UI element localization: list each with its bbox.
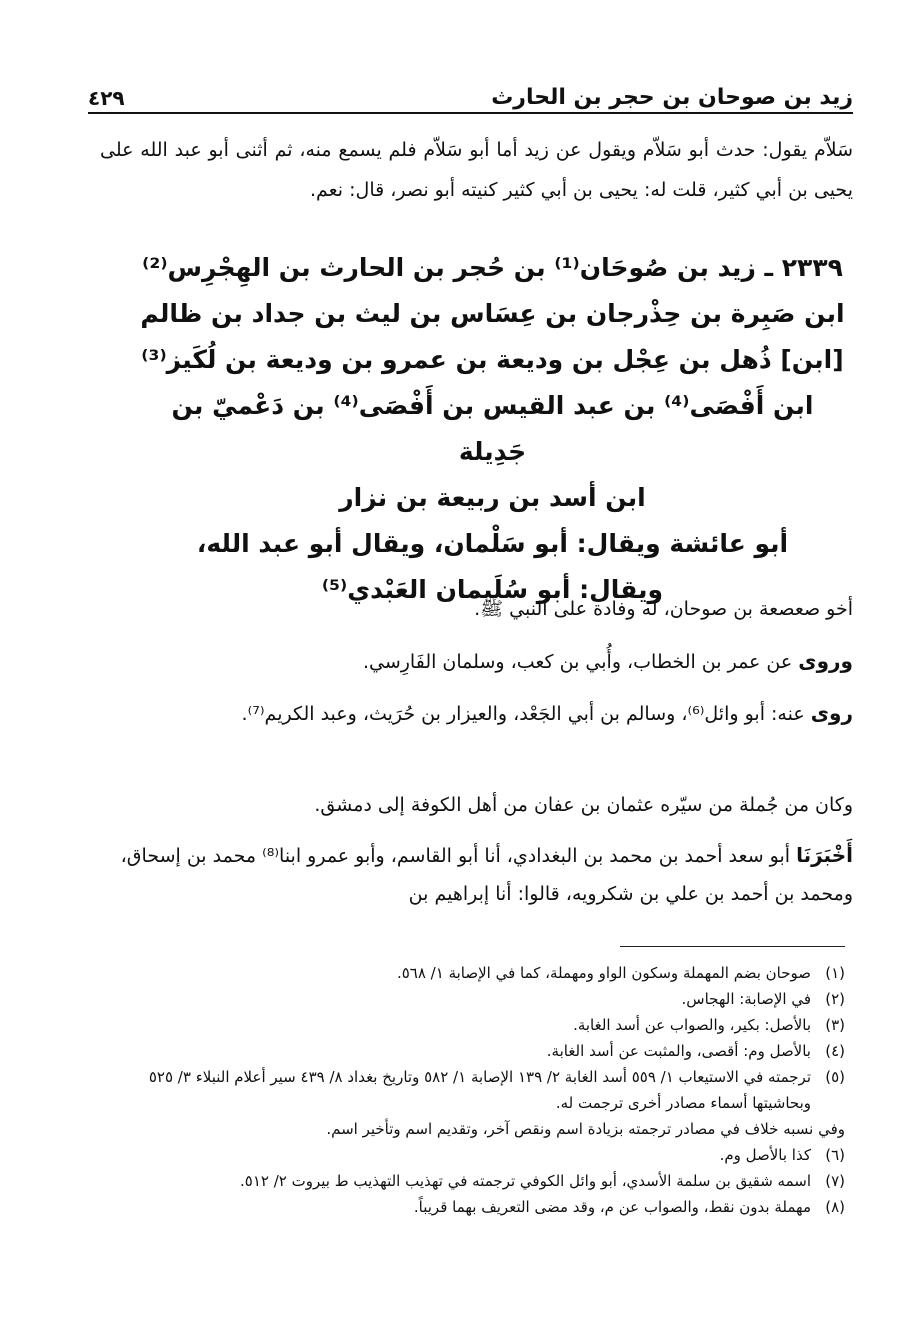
paragraph-isnad (92, 836, 853, 913)
footnote-text: في الإصابة: الهجاس. (681, 990, 811, 1008)
footnote-mark: (٢) (825, 990, 845, 1008)
footnote-item (100, 1142, 845, 1168)
entry-heading-line: ابن صَبِرة بن حِذْرجان بن عِسَاس بن ليث بن جداد بن ظالم (140, 299, 845, 328)
footnote-mark: (٥) (825, 1068, 845, 1086)
footnote-mark: (٨) (825, 1198, 845, 1216)
footnote-text: صوحان بضم المهملة وسكون الواو ومهملة، كما في الإصابة ١/ ٥٦٨. (396, 964, 811, 982)
footnote-mark: (٦) (825, 1146, 845, 1164)
paragraph-lead-word: أَخْبَرَنَا (796, 843, 853, 867)
paragraph-body: عن عمر بن الخطاب، وأُبي بن كعب، وسلمان الفَارِسي. (362, 651, 799, 673)
paragraph-narrated-from (92, 642, 853, 681)
footnote-item (100, 986, 845, 1012)
footnote-text: مهملة بدون نقط، والصواب عن م، وقد مضى التعريف بهما قريباً. (413, 1198, 811, 1216)
footnote-continuation: وفي نسبه خلاف في مصادر ترجمته بزيادة اسم ونقص آخر، وتقديم اسم وتأخير اسم. (326, 1120, 845, 1138)
running-title: زيد بن صوحان بن حجر بن الحارث (491, 85, 853, 110)
footnote-divider (620, 946, 845, 947)
entry-heading-line: ابن أسد بن ربيعة بن نزار (339, 483, 646, 512)
footnote-text: اسمه شقيق بن سلمة الأسدي، أبو وائل الكوفي ترجمته في تهذيب التهذيب ط بيروت ٢/ ٥١٢. (240, 1172, 811, 1190)
paragraph-body: عنه: أبو وائل⁽⁶⁾، وسالم بن أبي الجَعْد، والعيزار بن حُرَيث، وعبد الكريم⁽⁷⁾. (241, 703, 811, 725)
paragraph-exile: وكان من جُملة من سيّره عثمان بن عفان من أهل الكوفة إلى دمشق. (314, 794, 853, 816)
footnote-text: بالأصل: بكير، والصواب عن أسد الغابة. (573, 1016, 811, 1034)
entry-heading-line: ويقال: أبو سُلَيمان العَبْدي⁽⁵⁾ (321, 575, 664, 604)
running-header (88, 72, 853, 114)
footnote-item (100, 1168, 845, 1194)
footnote-item (100, 1038, 845, 1064)
entry-heading (140, 245, 845, 613)
intro-paragraph: سَلاّم يقول: حدث أبو سَلاّم ويقول عن زيد أما أبو سَلاّم فلم يسمع منه، ثم أثنى أبو عبد الله على يحيى بن أبي كثير، قلت له: يحيى بن أبي كثير كنيته أبو نصر، قال: نعم. (100, 139, 853, 201)
footnote-item (100, 960, 845, 986)
paragraph-brother: أخو صعصعة بن صوحان، له وفادة على النبي ﷺ. (474, 598, 853, 620)
footnotes (100, 960, 845, 1220)
footnote-item (100, 1064, 845, 1116)
footnote-mark: (٧) (825, 1172, 845, 1190)
page-number: ٤٢٩ (88, 86, 125, 110)
entry-heading-line: ٢٣٣٩ ـ زيد بن صُوحَان⁽¹⁾ بن حُجر بن الحارث بن الهِجْرِس⁽²⁾ (142, 253, 843, 282)
paragraph-body: أبو سعد أحمد بن محمد بن البغدادي، أنا أبو القاسم، وأبو عمرو ابنا⁽⁸⁾ محمد بن إسحاق، ومحمد بن أحمد بن علي بن شكرويه، قالوا: أنا إبراهيم بن (120, 845, 853, 905)
footnote-text: كذا بالأصل وم. (719, 1146, 811, 1164)
footnote-item (100, 1012, 845, 1038)
entry-heading-line: أبو عائشة ويقال: أبو سَلْمان، ويقال أبو عبد الله، (196, 529, 789, 558)
footnote-text: بالأصل وم: أقصى، والمثبت عن أسد الغابة. (546, 1042, 811, 1060)
footnote-mark: (٤) (825, 1042, 845, 1060)
footnote-item (100, 1194, 845, 1220)
entry-heading-line: [ابن] ذُهل بن عِجْل بن وديعة بن عمرو بن وديعة بن لُكَيز⁽³⁾ (141, 345, 844, 374)
paragraph-lead-word: روى (810, 701, 853, 725)
footnote-mark: (٣) (825, 1016, 845, 1034)
paragraph-narrators (92, 694, 853, 733)
footnote-mark: (١) (825, 964, 845, 982)
entry-heading-line: ابن أَفْصَى⁽⁴⁾ بن عبد القيس بن أَفْصَى⁽⁴⁾ بن دَعْميّ بن جَدِيلة (171, 391, 814, 466)
footnote-text: ترجمته في الاستيعاب ١/ ٥٥٩ أسد الغابة ٢/ ١٣٩ الإصابة ١/ ٥٨٢ وتاريخ بغداد ٨/ ٤٣٩ سير أعلام النبلاء ٣/ ٥٢٥ وبحاشيتها أسماء مصادر أخرى ترجمت له. (148, 1068, 811, 1112)
paragraph-lead-word: وروى (798, 649, 853, 673)
